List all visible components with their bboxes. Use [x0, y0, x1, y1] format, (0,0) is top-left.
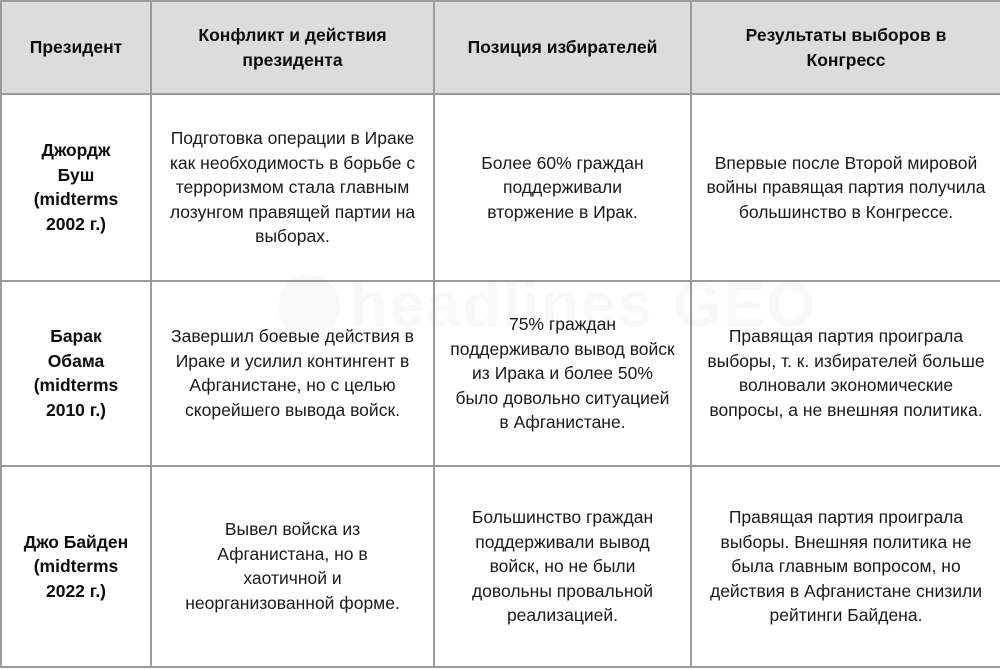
cell-president — [1, 466, 151, 667]
cell-conflict — [151, 466, 434, 667]
voters-text: Большинство граждан поддерживали вывод войск, но не были довольны провальной реализацией. — [471, 507, 654, 626]
header-president — [1, 1, 151, 94]
header-voters-label: Позиция избирателей — [467, 37, 658, 58]
president-name: Барак Обама (midterms 2010 г.) — [33, 326, 119, 420]
voters-text: Более 60% граждан поддерживали вторжение в Ирак. — [481, 152, 644, 222]
cell-president — [1, 94, 151, 281]
cell-conflict — [151, 94, 434, 281]
results-text: Впервые после Второй мировой войны правящая партия получила большинство в Конгрессе. — [706, 152, 986, 222]
cell-voters — [434, 94, 691, 281]
results-text: Правящая партия проиграла выборы. Внешняя политика не была главным вопросом, но действия в Афганистане снизили рейтинги Байдена. — [709, 507, 983, 626]
header-conflict — [151, 1, 434, 94]
cell-voters — [434, 466, 691, 667]
table-row — [1, 281, 1000, 466]
cell-results — [691, 281, 1000, 466]
table-row — [1, 466, 1000, 667]
conflict-text: Подготовка операции в Ираке как необходимость в борьбе с терроризмом стала главным лозунгом правящей партии на выборах. — [169, 128, 416, 247]
cell-results — [691, 466, 1000, 667]
cell-conflict — [151, 281, 434, 466]
header-voters — [434, 1, 691, 94]
conflict-text: Вывел войска из Афганистана, но в хаотичной и неорганизованной форме. — [185, 519, 400, 613]
header-conflict-label: Конфликт и действия президента — [198, 25, 387, 70]
voters-text: 75% граждан поддерживало вывод войск из Ирака и более 50% было довольно ситуацией в Афганистане. — [450, 314, 675, 433]
header-results — [691, 1, 1000, 94]
header-results-label: Результаты выборов в Конгресс — [745, 25, 947, 70]
conflict-text: Завершил боевые действия в Ираке и усилил контингент в Афганистане, но с целью скорейшего вывода войск. — [171, 326, 414, 420]
cell-voters — [434, 281, 691, 466]
president-name: Джордж Буш (midterms 2002 г.) — [33, 140, 119, 234]
header-row — [1, 1, 1000, 94]
table-row — [1, 94, 1000, 281]
cell-results — [691, 94, 1000, 281]
results-text: Правящая партия проиграла выборы, т. к. избирателей больше волновали экономические вопросы, а не внешняя политика. — [707, 326, 985, 420]
cell-president — [1, 281, 151, 466]
president-name: Джо Байден (midterms 2022 г.) — [23, 531, 129, 601]
header-president-label: Президент — [29, 37, 123, 58]
